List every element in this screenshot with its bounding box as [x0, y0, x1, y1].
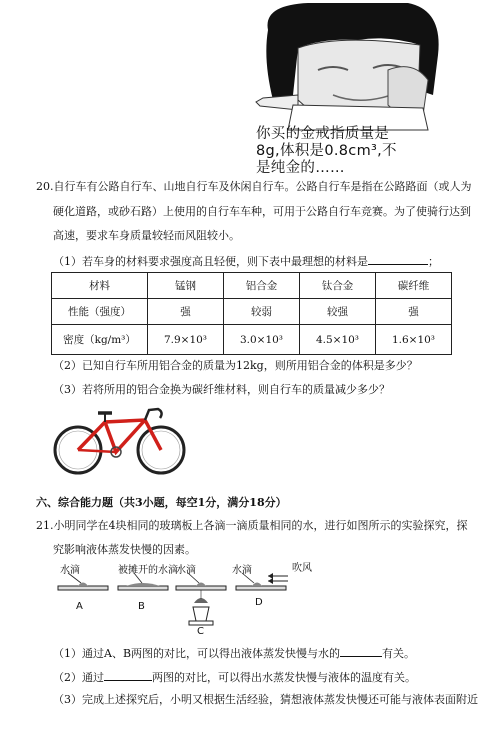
table-row	[52, 325, 452, 355]
table-cell: 碳纤维	[376, 273, 452, 299]
table-cell: 4.5×10³	[300, 325, 376, 355]
q21-sub3: （3）完成上述探究后，小明又根据生活经验，猜想液体蒸发快慢还可能与液体表面附近	[53, 693, 478, 706]
table-cell: 强	[376, 299, 452, 325]
label-water-drop-a: 水滴	[60, 565, 80, 576]
q21-line2: 究影响液体蒸发快慢的因素。	[53, 543, 196, 556]
letter-b: B	[138, 601, 145, 612]
q20-sub1-text: （1）若车身的材料要求强度高且轻便，则下表中最理想的材料是	[53, 255, 368, 268]
table-cell: 铝合金	[224, 273, 300, 299]
letter-d: D	[255, 597, 263, 608]
evaporation-diagram	[56, 559, 326, 639]
letter-c: C	[197, 626, 204, 637]
q21-sub1-text: （1）通过A、B两图的对比，可以得出液体蒸发快慢与水的	[53, 647, 341, 660]
q21-sub2	[53, 669, 416, 685]
meme-caption-line: 你买的金戒指质量是	[256, 126, 390, 142]
answer-blank[interactable]	[368, 253, 428, 265]
q21-sub2-text: （2）通过	[53, 671, 104, 684]
q20-sub1	[53, 253, 439, 269]
q21-sub2-end: 两图的对比，可以得出水蒸发快慢与液体的温度有关。	[152, 671, 416, 684]
table-cell: 强	[148, 299, 224, 325]
answer-blank[interactable]	[340, 645, 382, 657]
label-wind: 吹风	[292, 563, 312, 574]
q20-sub2: （2）已知自行车所用铝合金的质量为12kg，则所用铝合金的体积是多少？	[53, 359, 418, 372]
table-cell: 锰钢	[148, 273, 224, 299]
table-row	[52, 273, 452, 299]
label-water-drop-c: 水滴	[176, 565, 196, 576]
table-cell: 密度（kg/m³）	[52, 325, 148, 355]
label-water-drop-b: 被摊开的水滴	[118, 565, 178, 576]
section6-title: 六、综合能力题（共3小题，每空1分，满分18分）	[36, 496, 287, 509]
q20-line3: 高速，要求车身质量较轻而风阻较小。	[53, 229, 240, 242]
letter-a: A	[76, 601, 83, 612]
bicycle-image	[50, 400, 190, 478]
q21-sub1	[53, 645, 415, 661]
q20-line1: 20.自行车有公路自行车、山地自行车及休闲自行车。公路自行车是指在公路路面（或人为	[36, 180, 472, 193]
q20-sub3: （3）若将所用的铝合金换为碳纤维材料，则自行车的质量减少多少？	[53, 383, 390, 396]
meme-caption-line: 8g,体积是0.8cm³,不	[256, 143, 397, 159]
answer-blank[interactable]	[104, 669, 152, 681]
q21-sub1-end: 有关。	[382, 647, 416, 660]
table-row	[52, 299, 452, 325]
table-cell: 钛合金	[300, 273, 376, 299]
table-cell: 较弱	[224, 299, 300, 325]
table-cell: 性能（强度）	[52, 299, 148, 325]
q21-line1: 21.小明同学在4块相同的玻璃板上各滴一滴质量相同的水，进行如图所示的实验探究，探	[36, 519, 468, 532]
q20-sub1-end: ；	[428, 255, 439, 268]
table-cell: 7.9×10³	[148, 325, 224, 355]
meme-caption	[256, 126, 456, 177]
table-cell: 3.0×10³	[224, 325, 300, 355]
label-water-drop-d: 水滴	[232, 565, 252, 576]
table-cell: 1.6×10³	[376, 325, 452, 355]
materials-table	[51, 272, 452, 355]
q20-line2: 硬化道路，或砂石路）上使用的自行车车种，可用于公路自行车竞赛。为了使骑行达到	[53, 205, 471, 218]
table-cell: 较强	[300, 299, 376, 325]
table-cell: 材料	[52, 273, 148, 299]
meme-caption-line: 是纯金的……	[256, 160, 345, 176]
